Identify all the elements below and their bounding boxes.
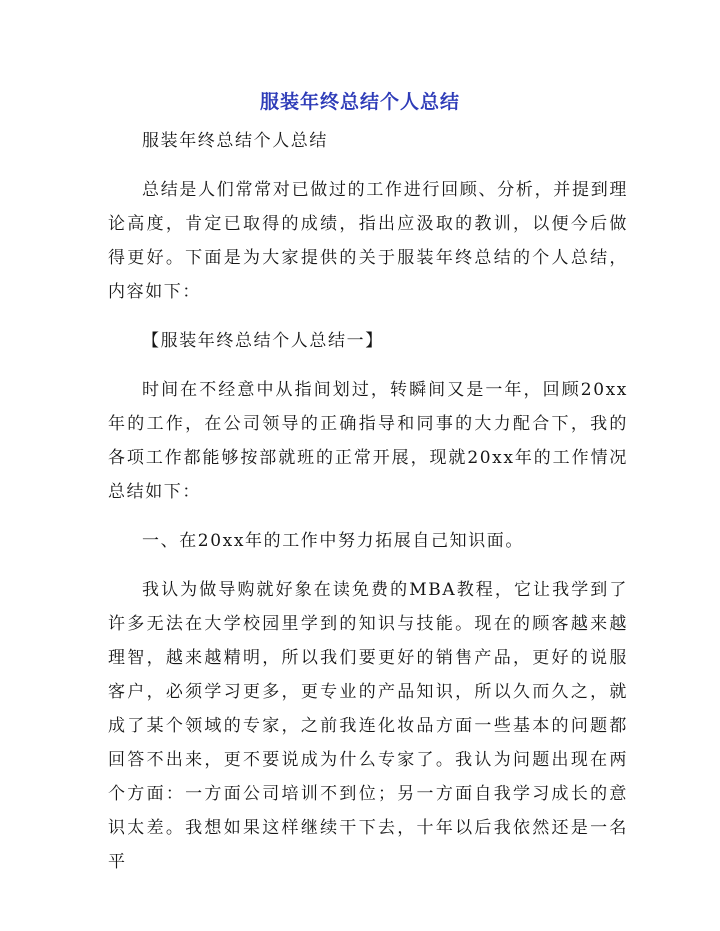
document-body	[108, 124, 628, 879]
document-title: 服装年终总结个人总结	[259, 91, 460, 113]
intro-paragraph: 总结是人们常常对已做过的工作进行回顾、分析，并提到理论高度，肯定已取得的成绩，指出应汲取的教训，以便今后做得更好。下面是为大家提供的关于服装年终总结的个人总结，内容如下：	[108, 180, 628, 302]
body-paragraph: 时间在不经意中从指间划过，转瞬间又是一年，回顾20xx年的工作，在公司领导的正确指导和同事的大力配合下，我的各项工作都能够按部就班的正常开展，现就20xx年的工作情况总结如下：	[108, 380, 628, 502]
point-heading: 一、在20xx年的工作中努力拓展自己知识面。	[142, 531, 525, 551]
body-paragraph: 我认为做导购就好象在读免费的MBA教程，它让我学到了许多无法在大学校园里学到的知识与技能。现在的顾客越来越理智，越来越精明，所以我们要更好的销售产品，更好的说服客户，必须学习更多，更专业的产品知识，所以久而久之，就成了某个领域的专家，之前我连化妆品方面一些基本的问题都回答不出来，更不要说成为什么专家了。我认为问题出现在两个方面：一方面公司培训不到位；另一方面自我学习成长的意识太差。我想如果这样继续干下去，十年以后我依然还是一名平	[108, 580, 628, 872]
section-heading: 【服装年终总结个人总结一】	[142, 331, 384, 351]
subtitle-paragraph: 服装年终总结个人总结	[142, 131, 328, 151]
